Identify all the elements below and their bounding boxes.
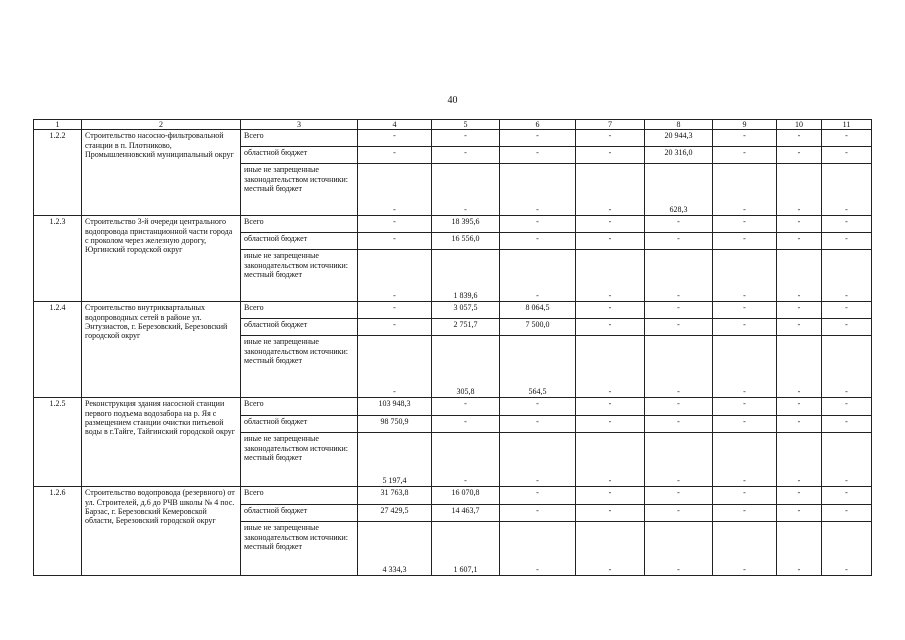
column-header: 9 <box>713 120 777 130</box>
value-cell: 4 334,3 <box>358 522 432 576</box>
value-cell: - <box>822 398 872 416</box>
value-cell: - <box>500 398 576 416</box>
value-cell: 16 070,8 <box>432 487 500 505</box>
value-cell: - <box>822 302 872 319</box>
column-header: 6 <box>500 120 576 130</box>
value-cell: 628,3 <box>645 164 713 216</box>
budget-table <box>33 119 872 576</box>
value-cell: - <box>713 302 777 319</box>
value-cell: - <box>713 487 777 505</box>
funding-source: иные не запрещенные законодательством источники: местный бюджет <box>241 522 358 576</box>
value-cell: 98 750,9 <box>358 416 432 433</box>
value-cell: - <box>713 336 777 398</box>
item-code: 1.2.6 <box>34 487 82 576</box>
funding-source: Всего <box>241 216 358 233</box>
value-cell: - <box>645 336 713 398</box>
value-cell: - <box>645 487 713 505</box>
funding-source: иные не запрещенные законодательством источники: местный бюджет <box>241 433 358 487</box>
funding-source: Всего <box>241 130 358 147</box>
value-cell: - <box>576 250 645 302</box>
value-cell: - <box>713 505 777 522</box>
value-cell: - <box>576 487 645 505</box>
value-cell: - <box>576 130 645 147</box>
value-cell: - <box>432 164 500 216</box>
value-cell: - <box>500 505 576 522</box>
value-cell: - <box>777 487 822 505</box>
value-cell: - <box>645 302 713 319</box>
value-cell: - <box>645 398 713 416</box>
value-cell: - <box>713 130 777 147</box>
value-cell: - <box>777 336 822 398</box>
column-header: 1 <box>34 120 82 130</box>
item-code: 1.2.3 <box>34 216 82 302</box>
value-cell: 18 395,6 <box>432 216 500 233</box>
value-cell: - <box>713 250 777 302</box>
value-cell: - <box>432 416 500 433</box>
value-cell: - <box>358 130 432 147</box>
value-cell: 8 064,5 <box>500 302 576 319</box>
value-cell: - <box>500 250 576 302</box>
table-header-row <box>34 120 872 130</box>
value-cell: - <box>500 216 576 233</box>
item-title: Строительство внутриквартальных водопроводных сетей в районе ул. Энтузиастов, г. Березовский, Березовский городской округ <box>82 302 241 398</box>
item-code: 1.2.5 <box>34 398 82 487</box>
item-title: Строительство 3-й очереди центрального водопровода пристанционной части города с проколом через железную дорогу, Юргинский городской округ <box>82 216 241 302</box>
funding-source: областной бюджет <box>241 147 358 164</box>
table-row <box>34 487 872 505</box>
table-row <box>34 302 872 319</box>
column-header: 2 <box>82 120 241 130</box>
value-cell: - <box>645 433 713 487</box>
value-cell: - <box>777 216 822 233</box>
table-row <box>34 398 872 416</box>
value-cell: - <box>432 147 500 164</box>
value-cell: - <box>576 302 645 319</box>
table-row <box>34 130 872 147</box>
value-cell: 31 763,8 <box>358 487 432 505</box>
column-header: 11 <box>822 120 872 130</box>
funding-source: Всего <box>241 302 358 319</box>
column-header: 3 <box>241 120 358 130</box>
value-cell: - <box>822 164 872 216</box>
value-cell: - <box>713 433 777 487</box>
value-cell: - <box>576 433 645 487</box>
value-cell: - <box>713 319 777 336</box>
value-cell: - <box>713 147 777 164</box>
value-cell: - <box>645 505 713 522</box>
funding-source: областной бюджет <box>241 233 358 250</box>
value-cell: - <box>500 522 576 576</box>
funding-source: иные не запрещенные законодательством источники: местный бюджет <box>241 164 358 216</box>
value-cell: - <box>822 130 872 147</box>
value-cell: - <box>822 433 872 487</box>
value-cell: 1 607,1 <box>432 522 500 576</box>
value-cell: - <box>645 216 713 233</box>
value-cell: - <box>576 522 645 576</box>
value-cell: 5 197,4 <box>358 433 432 487</box>
value-cell: - <box>432 130 500 147</box>
value-cell: 27 429,5 <box>358 505 432 522</box>
value-cell: - <box>500 147 576 164</box>
value-cell: - <box>822 505 872 522</box>
column-header: 4 <box>358 120 432 130</box>
value-cell: 103 948,3 <box>358 398 432 416</box>
value-cell: - <box>822 336 872 398</box>
column-header: 7 <box>576 120 645 130</box>
value-cell: - <box>576 164 645 216</box>
value-cell: - <box>713 164 777 216</box>
value-cell: - <box>576 147 645 164</box>
value-cell: - <box>358 216 432 233</box>
value-cell: - <box>713 398 777 416</box>
value-cell: - <box>358 250 432 302</box>
column-header: 8 <box>645 120 713 130</box>
value-cell: - <box>713 233 777 250</box>
column-header: 10 <box>777 120 822 130</box>
funding-source: иные не запрещенные законодательством источники: местный бюджет <box>241 250 358 302</box>
column-header: 5 <box>432 120 500 130</box>
table-row <box>34 216 872 233</box>
value-cell: - <box>645 250 713 302</box>
funding-source: областной бюджет <box>241 505 358 522</box>
value-cell: - <box>500 130 576 147</box>
value-cell: - <box>777 319 822 336</box>
value-cell: - <box>822 250 872 302</box>
value-cell: - <box>500 416 576 433</box>
item-code: 1.2.2 <box>34 130 82 216</box>
value-cell: 20 944,3 <box>645 130 713 147</box>
item-title: Реконструкция здания насосной станции первого подъема водозабора на р. Яя с размещением станции очистки питьевой воды в г.Тайге, Тайгинский городской округ <box>82 398 241 487</box>
value-cell: - <box>822 216 872 233</box>
value-cell: - <box>432 398 500 416</box>
value-cell: - <box>500 433 576 487</box>
value-cell: 20 316,0 <box>645 147 713 164</box>
value-cell: - <box>777 130 822 147</box>
value-cell: - <box>777 302 822 319</box>
funding-source: областной бюджет <box>241 319 358 336</box>
value-cell: - <box>777 147 822 164</box>
value-cell: 16 556,0 <box>432 233 500 250</box>
value-cell: - <box>576 416 645 433</box>
value-cell: - <box>358 302 432 319</box>
value-cell: - <box>500 487 576 505</box>
value-cell: - <box>358 319 432 336</box>
value-cell: - <box>777 250 822 302</box>
value-cell: - <box>358 164 432 216</box>
value-cell: - <box>822 319 872 336</box>
value-cell: 1 839,6 <box>432 250 500 302</box>
value-cell: 3 057,5 <box>432 302 500 319</box>
funding-source: областной бюджет <box>241 416 358 433</box>
value-cell: 2 751,7 <box>432 319 500 336</box>
value-cell: - <box>645 233 713 250</box>
value-cell: - <box>713 216 777 233</box>
value-cell: - <box>822 522 872 576</box>
value-cell: - <box>777 433 822 487</box>
value-cell: - <box>500 233 576 250</box>
value-cell: - <box>713 522 777 576</box>
value-cell: - <box>713 416 777 433</box>
value-cell: - <box>645 416 713 433</box>
value-cell: 14 463,7 <box>432 505 500 522</box>
value-cell: - <box>777 416 822 433</box>
value-cell: - <box>777 505 822 522</box>
value-cell: - <box>822 233 872 250</box>
value-cell: - <box>822 416 872 433</box>
value-cell: - <box>576 319 645 336</box>
value-cell: - <box>576 216 645 233</box>
item-title: Строительство насосно-фильтровальной станции в п. Плотниково, Промышленновский муниципальный округ <box>82 130 241 216</box>
value-cell: 7 500,0 <box>500 319 576 336</box>
value-cell: - <box>358 233 432 250</box>
value-cell: - <box>822 147 872 164</box>
funding-source: Всего <box>241 487 358 505</box>
value-cell: - <box>777 398 822 416</box>
funding-source: Всего <box>241 398 358 416</box>
value-cell: - <box>358 336 432 398</box>
value-cell: - <box>576 336 645 398</box>
value-cell: - <box>576 398 645 416</box>
value-cell: - <box>777 233 822 250</box>
value-cell: - <box>777 164 822 216</box>
value-cell: 564,5 <box>500 336 576 398</box>
value-cell: - <box>645 522 713 576</box>
value-cell: - <box>358 147 432 164</box>
item-title: Строительство водопровода (резервного) от ул. Строителей, д.6 до РЧВ школы № 4 пос. Барзас, г. Березовский Кемеровской области, Березовский городской округ <box>82 487 241 576</box>
value-cell: - <box>576 505 645 522</box>
page-number: 40 <box>447 95 458 106</box>
value-cell: - <box>645 319 713 336</box>
value-cell: - <box>500 164 576 216</box>
funding-source: иные не запрещенные законодательством источники: местный бюджет <box>241 336 358 398</box>
item-code: 1.2.4 <box>34 302 82 398</box>
value-cell: - <box>822 487 872 505</box>
value-cell: - <box>777 522 822 576</box>
value-cell: 305,8 <box>432 336 500 398</box>
value-cell: - <box>576 233 645 250</box>
value-cell: - <box>432 433 500 487</box>
